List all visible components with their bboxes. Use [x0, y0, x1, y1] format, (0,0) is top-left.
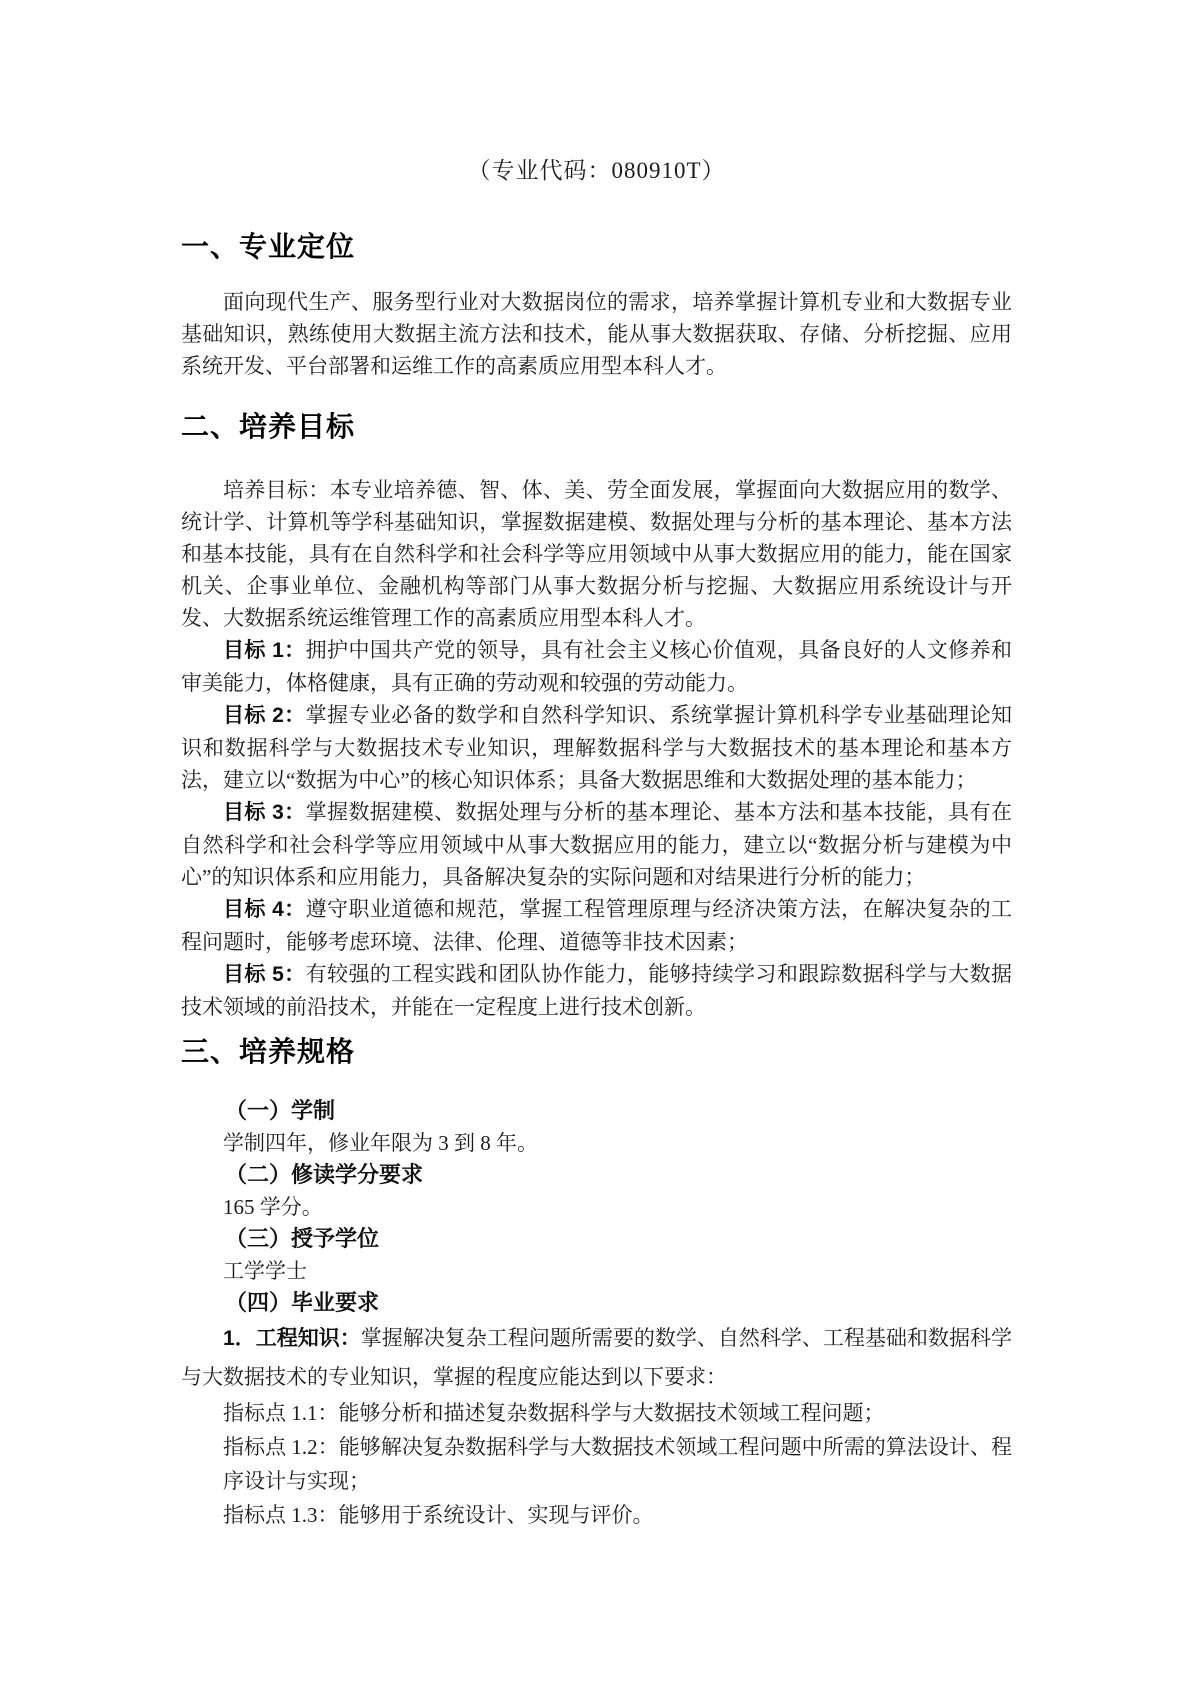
sub-text-degree-awarded: 工学学士 — [223, 1259, 307, 1283]
indicator-point-1-2: 指标点 1.2：能够解决复杂数据科学与大数据技术领域工程问题中所需的算法设计、程序设计与实现； — [223, 1435, 1012, 1493]
goal-5-label: 目标 5： — [223, 963, 306, 986]
goal-4-text: 遵守职业道德和规范，掌握工程管理原理与经济决策方法，在解决复杂的工程问题时，能够考虑环境、法律、伦理、道德等非技术因素； — [181, 897, 1012, 954]
goal-1-label: 目标 1： — [223, 639, 306, 662]
requirement-1-paragraph — [181, 1319, 1012, 1396]
goal-3-paragraph — [181, 796, 1012, 893]
goal-2-text: 掌握专业必备的数学和自然科学知识、系统掌握计算机科学专业基础理论知识和数据科学与大数据技术专业知识，理解数据科学与大数据技术的基本理论和基本方法，建立以“数据为中心”的核心知识体系；具备大数据思维和大数据处理的基本能力； — [181, 703, 1012, 792]
section2-intro-paragraph: 培养目标：本专业培养德、智、体、美、劳全面发展，掌握面向大数据应用的数学、统计学、计算机等学科基础知识，掌握数据建模、数据处理与分析的基本理论、基本方法和基本技能，具有在自然科学和社会科学等应用领域中从事大数据应用的能力，能在国家机关、企事业单位、金融机构等部门从事大数据分析与挖掘、大数据应用系统设计与开发、大数据系统运维管理工作的高素质应用型本科人才。 — [181, 478, 1012, 630]
indicator-point-1-3: 指标点 1.3：能够用于系统设计、实现与评价。 — [223, 1503, 654, 1527]
requirement-1-label: 1．工程知识： — [223, 1327, 361, 1350]
goal-3-text: 掌握数据建模、数据处理与分析的基本理论、基本方法和基本技能，具有在自然科学和社会科学等应用领域中从事大数据应用的能力，建立以“数据分析与建模为中心”的知识体系和应用能力，具备解决复杂的实际问题和对结果进行分析的能力； — [181, 800, 1012, 889]
major-code-title: （专业代码：080910T） — [467, 158, 726, 183]
section1-paragraph: 面向现代生产、服务型行业对大数据岗位的需求，培养掌握计算机专业和大数据专业基础知识，熟练使用大数据主流方法和技术，能从事大数据获取、存储、分析挖掘、应用系统开发、平台部署和运维工作的高素质应用型本科人才。 — [181, 290, 1012, 378]
sub-heading-schooling-years: （一）学制 — [225, 1098, 336, 1123]
sub-heading-credit-requirement: （二）修读学分要求 — [225, 1162, 424, 1187]
sub-text-credit-requirement: 165 学分。 — [223, 1195, 323, 1219]
requirement-1-text: 掌握解决复杂工程问题所需要的数学、自然科学、工程基础和数据科学与大数据技术的专业知识，掌握的程度应能达到以下要求： — [181, 1326, 1013, 1389]
indicator-point-1-1: 指标点 1.1：能够分析和描述复杂数据科学与大数据技术领域工程问题； — [223, 1401, 885, 1425]
sub-heading-degree-awarded: （三）授予学位 — [225, 1226, 380, 1251]
section3-heading: 三、培养规格 — [181, 1036, 356, 1067]
goal-5-text: 有较强的工程实践和团队协作能力，能够持续学习和跟踪数据科学与大数据技术领域的前沿技术，并能在一定程度上进行技术创新。 — [181, 962, 1012, 1019]
goal-1-paragraph — [181, 634, 1012, 699]
sub-heading-graduation-requirements: （四）毕业要求 — [225, 1290, 380, 1315]
goal-2-paragraph — [181, 699, 1012, 796]
goal-3-label: 目标 3： — [223, 801, 306, 824]
goal-1-text: 拥护中国共产党的领导，具有社会主义核心价值观，具备良好的人文修养和审美能力，体格健康，具有正确的劳动观和较强的劳动能力。 — [181, 638, 1012, 695]
goal-4-paragraph — [181, 893, 1012, 958]
goal-2-label: 目标 2： — [223, 704, 306, 727]
goal-4-label: 目标 4： — [223, 898, 306, 921]
goal-5-paragraph — [181, 958, 1012, 1023]
section2-heading: 二、培养目标 — [181, 411, 356, 442]
section1-heading: 一、专业定位 — [181, 231, 356, 262]
sub-text-schooling-years: 学制四年，修业年限为 3 到 8 年。 — [223, 1131, 538, 1155]
